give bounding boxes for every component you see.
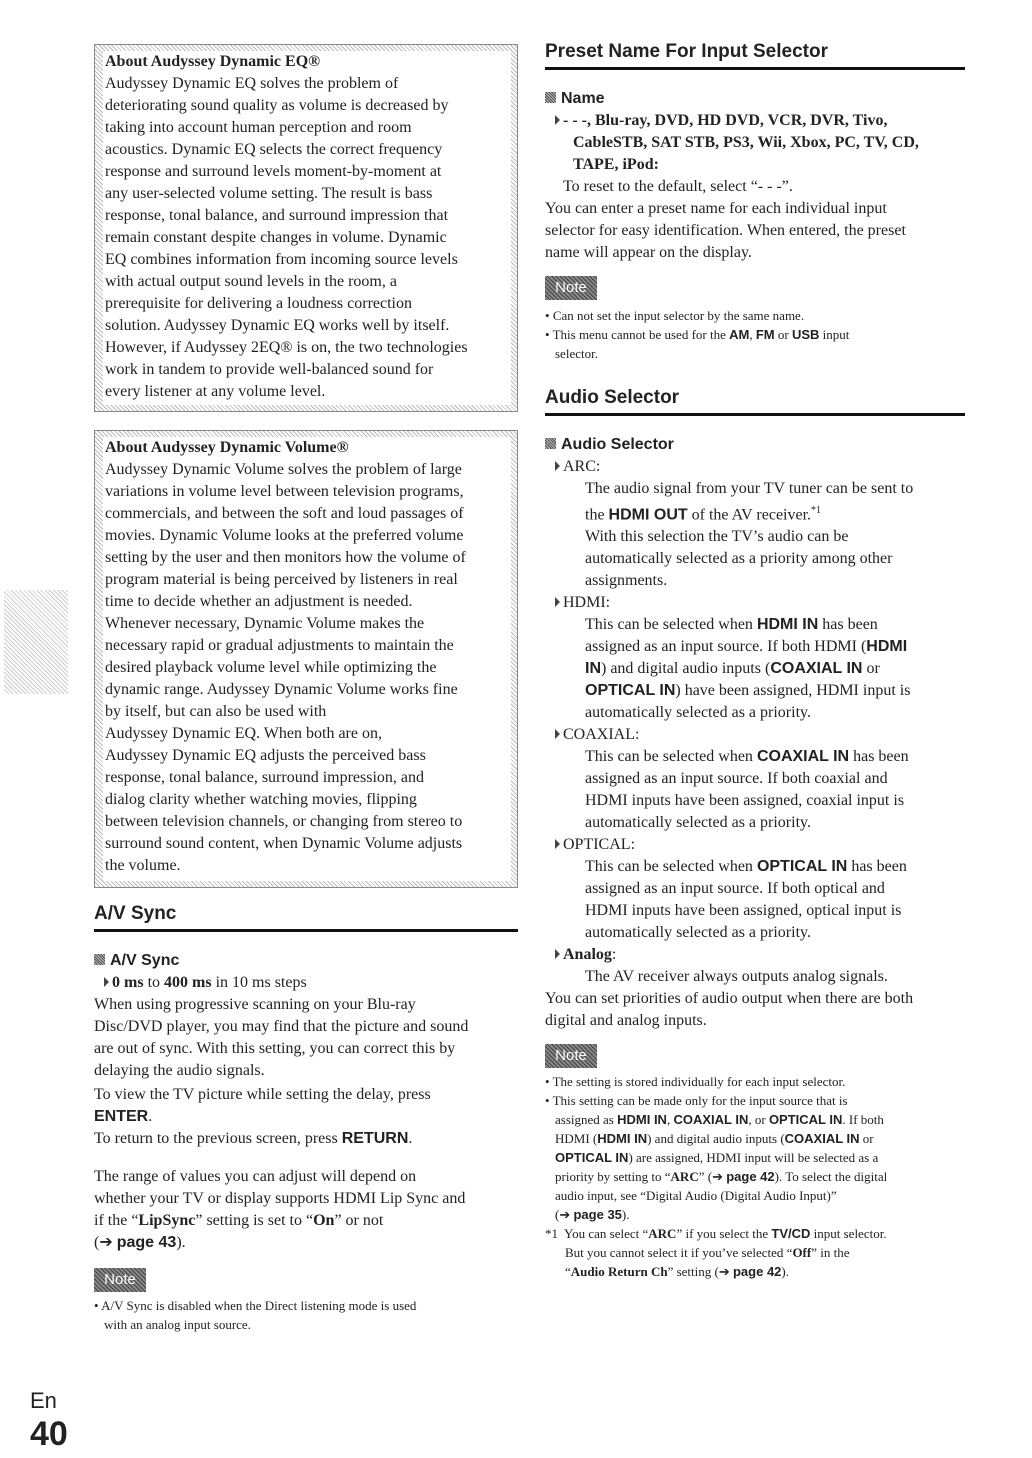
- box-text-line: prerequisite for delivering a loudness correction: [105, 295, 412, 312]
- box-text-line: surround sound content, when Dynamic Volume adjusts: [105, 835, 463, 852]
- audio-notes: [545, 1072, 965, 1281]
- hdmi-desc: This can be selected when HDMI IN has been assigned as an input source. If both HDMI (HDMI IN) and digital audio inputs (COAXIAL IN or OPTICAL IN) have been assigned, HDMI input is automatically selected as a priority.: [585, 616, 911, 722]
- triangle-bullet-icon: [555, 115, 560, 125]
- note-badge: Note: [94, 1268, 146, 1292]
- box-text-line: However, if Audyssey 2EQ® is on, the two technologies: [105, 339, 468, 356]
- av-sync-para2-l1: ENTER.: [94, 1108, 153, 1125]
- preset-name-content: [545, 88, 965, 363]
- box-text-line: Audyssey Dynamic Volume solves the problem of large: [105, 461, 462, 478]
- av-sync-para4-l0: The range of values you can adjust will depend on: [94, 1168, 417, 1185]
- audio-selector-subtitle: Audio Selector: [545, 434, 965, 456]
- arc-desc: The audio signal from your TV tuner can be sent to the HDMI OUT of the AV receiver.$^{*1}$ With this selection the TV’s audio can be automatically selected as a priority among other assignments.: [585, 480, 914, 590]
- analog-label: Analog:: [545, 944, 965, 966]
- box-text-line: every listener at any volume level.: [105, 383, 326, 400]
- side-tab-pattern: [4, 590, 68, 694]
- preset-note-badge-wrap: [545, 276, 965, 300]
- av-sync-para4-l2: if the “LipSync” setting is set to “On” or not: [94, 1212, 384, 1229]
- av-sync-subtitle: A/V Sync: [94, 950, 518, 972]
- preset-name-heading: Preset Name For Input Selector: [545, 40, 965, 70]
- box-text-line: taking into account human perception and room: [105, 119, 412, 136]
- box-text-line: response and surround levels moment-by-moment at: [105, 163, 442, 180]
- triangle-bullet-icon: [555, 729, 560, 739]
- optical-desc: This can be selected when OPTICAL IN has been assigned as an input source. If both optical and HDMI inputs have been assigned, optical input is automatically selected as a priority.: [585, 858, 907, 942]
- box-text-line: Audyssey Dynamic EQ adjusts the perceived bass: [105, 747, 426, 764]
- preset-name-subtitle: Name: [545, 88, 965, 110]
- box-text-line: between television channels, or changing from stereo to: [105, 813, 463, 830]
- av-sync-notes: [94, 1296, 518, 1334]
- audio-selector-content: [545, 434, 965, 1281]
- box-text-line: time to decide whether an adjustment is needed.: [105, 593, 413, 610]
- preset-note-item: • This menu cannot be used for the AM, FM or USB input selector.: [545, 327, 850, 361]
- audio-selector-section: [545, 386, 965, 416]
- av-sync-note-badge-wrap: [94, 1268, 518, 1292]
- av-sync-content: [94, 950, 518, 1334]
- preset-desc-l1: selector for easy identification. When entered, the preset: [545, 222, 906, 239]
- note-badge: Note: [545, 1044, 597, 1068]
- box-text-line: Whenever necessary, Dynamic Volume makes the: [105, 615, 425, 632]
- av-sync-para1-l3: delaying the audio signals.: [94, 1062, 265, 1079]
- audyssey-volume-box: [94, 430, 518, 888]
- square-bullet-icon: [545, 92, 556, 103]
- preset-options-l1: CableSTB, SAT STB, PS3, Wii, Xbox, PC, TV, CD,: [573, 134, 919, 151]
- priority-l0: You can set priorities of audio output when there are both: [545, 990, 914, 1008]
- preset-desc-l2: name will appear on the display.: [545, 244, 752, 261]
- preset-name-section: [545, 40, 965, 70]
- preset-notes: [545, 306, 965, 363]
- preset-options-l2: TAPE, iPod:: [573, 156, 659, 173]
- coaxial-desc: This can be selected when COAXIAL IN has been assigned as an input source. If both coaxial and HDMI inputs have been assigned, coaxial input is automatically selected as a priority.: [585, 748, 909, 832]
- preset-note-item: • Can not set the input selector by the same name.: [545, 308, 805, 323]
- av-sync-note-item: • A/V Sync is disabled when the Direct listening mode is used with an analog input source.: [94, 1298, 417, 1332]
- audyssey-volume-title: About Audyssey Dynamic Volume®: [105, 439, 349, 456]
- analog-desc: The AV receiver always outputs analog signals.: [585, 968, 888, 986]
- square-bullet-icon: [545, 438, 556, 449]
- arc-label: ARC:: [545, 456, 965, 478]
- box-text-line: any user-selected volume setting. The result is bass: [105, 185, 433, 202]
- box-text-line: deteriorating sound quality as volume is decreased by: [105, 97, 449, 114]
- coaxial-label: COAXIAL:: [545, 724, 965, 746]
- audio-note-item: • This setting can be made only for the input source that is assigned as HDMI IN, COAXIAL IN, or OPTICAL IN. If both HDMI (HDMI IN) and digital audio inputs (COAXIAL IN or OPTICAL IN) are assigned, HDMI input will be selected as a priority by setting to “ARC” (➔ page 42). To select the digital audio input, see “Digital Audio (Digital Audio Input)” (➔ page 35).: [545, 1093, 888, 1223]
- box-text-line: necessary rapid or gradual adjustments to maintain the: [105, 637, 454, 654]
- page-language: En: [30, 1388, 57, 1413]
- triangle-bullet-icon: [555, 597, 560, 607]
- page-number: 40: [30, 1415, 68, 1453]
- box-text-line: program material is being perceived by listeners in real: [105, 571, 458, 588]
- audyssey-eq-box: [94, 44, 518, 412]
- av-sync-para1-l2: are out of sync. With this setting, you can correct this by: [94, 1040, 456, 1057]
- box-text-line: by itself, but can also be used with: [105, 703, 327, 720]
- box-text-line: dialog clarity whether watching movies, flipping: [105, 791, 417, 808]
- preset-reset: To reset to the default, select “- - -”.: [563, 178, 793, 195]
- box-text-line: setting by the user and then monitors how the volume of: [105, 549, 466, 566]
- box-text-line: solution. Audyssey Dynamic EQ works well by itself.: [105, 317, 450, 334]
- box-text-line: work in tandem to provide well-balanced sound for: [105, 361, 434, 378]
- av-sync-para4-l1: whether your TV or display supports HDMI Lip Sync and: [94, 1190, 466, 1207]
- preset-desc-l0: You can enter a preset name for each individual input: [545, 200, 887, 217]
- audio-note-item: • The setting is stored individually for each input selector.: [545, 1074, 846, 1090]
- av-sync-section: [94, 902, 518, 932]
- hdmi-label: HDMI:: [545, 592, 965, 614]
- audio-footnote: *1 You can select “ARC” if you select the TV/CD input selector. But you cannot select it if you’ve selected “Off” in the “Audio Return Ch” setting (➔ page 42).: [545, 1226, 887, 1280]
- box-text-line: movies. Dynamic Volume looks at the preferred volume: [105, 527, 464, 544]
- preset-options-l0: - - -, Blu-ray, DVD, HD DVD, VCR, DVR, Tivo,: [545, 110, 965, 132]
- box-text-line: EQ combines information from incoming source levels: [105, 251, 458, 268]
- box-text-line: response, tonal balance, surround impression, and: [105, 769, 425, 786]
- box-text-line: acoustics. Dynamic EQ selects the correct frequency: [105, 141, 443, 158]
- av-sync-para3: To return to the previous screen, press RETURN.: [94, 1130, 413, 1147]
- box-text-line: Audyssey Dynamic EQ solves the problem of: [105, 75, 399, 92]
- box-text-line: commercials, and between the soft and loud passages of: [105, 505, 464, 522]
- box-text-line: remain constant despite changes in volume. Dynamic: [105, 229, 447, 246]
- av-sync-range: 0 ms to 400 ms in 10 ms steps: [94, 972, 518, 994]
- audio-selector-heading: Audio Selector: [545, 386, 965, 416]
- av-sync-para1-l1: Disc/DVD player, you may find that the picture and sound: [94, 1018, 469, 1035]
- box-text-line: the volume.: [105, 857, 181, 874]
- av-sync-para2-l0: To view the TV picture while setting the delay, press: [94, 1086, 431, 1103]
- av-sync-para4-l3: (➔ page 43).: [94, 1234, 186, 1251]
- av-sync-heading: A/V Sync: [94, 902, 518, 932]
- triangle-bullet-icon: [555, 839, 560, 849]
- square-bullet-icon: [94, 954, 105, 965]
- box-text-line: response, tonal balance, and surround impression that: [105, 207, 449, 224]
- box-text-line: variations in volume level between television programs,: [105, 483, 464, 500]
- triangle-bullet-icon: [555, 949, 560, 959]
- box-text-line: dynamic range. Audyssey Dynamic Volume works fine: [105, 681, 458, 698]
- audyssey-eq-title: About Audyssey Dynamic EQ®: [105, 53, 321, 70]
- box-text-line: Audyssey Dynamic EQ. When both are on,: [105, 725, 382, 742]
- audio-note-badge-wrap: [545, 1044, 965, 1068]
- optical-label: OPTICAL:: [545, 834, 965, 856]
- triangle-bullet-icon: [555, 461, 560, 471]
- box-text-line: desired playback volume level while optimizing the: [105, 659, 437, 676]
- box-text-line: with actual output sound levels in the room, a: [105, 273, 397, 290]
- av-sync-para1-l0: When using progressive scanning on your Blu-ray: [94, 996, 416, 1013]
- priority-l1: digital and analog inputs.: [545, 1012, 707, 1030]
- note-badge: Note: [545, 276, 597, 300]
- triangle-bullet-icon: [104, 977, 109, 987]
